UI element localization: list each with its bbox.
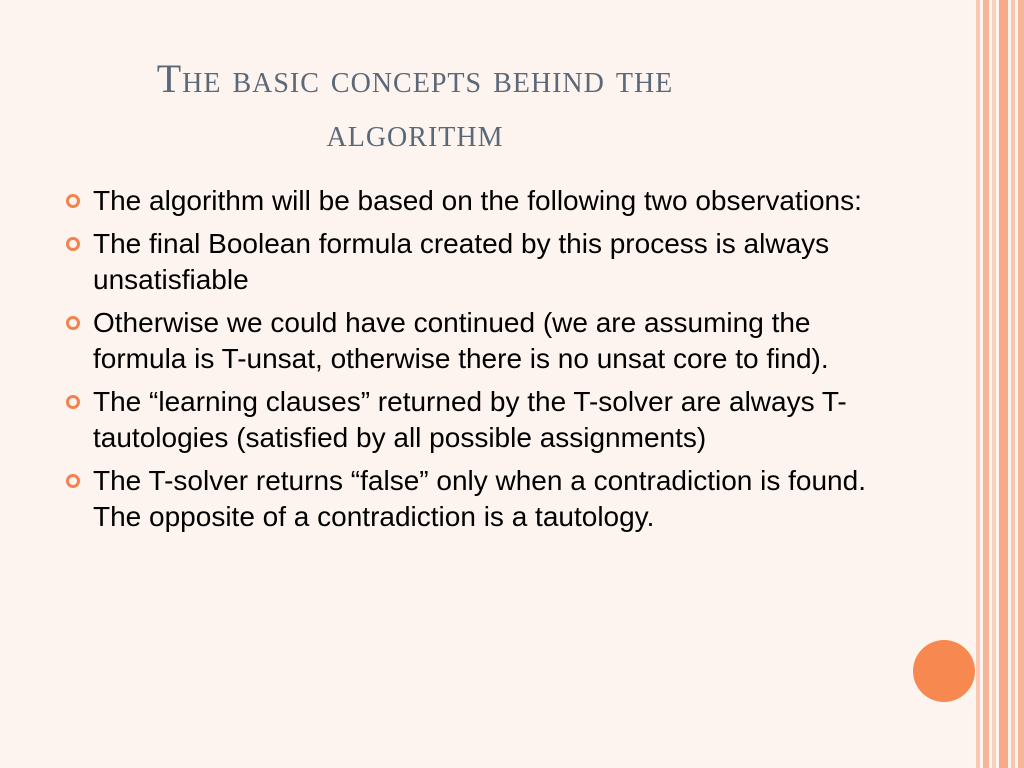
decorative-stripes xyxy=(976,0,1024,768)
bullet-item xyxy=(62,384,892,456)
hollow-circle-bullet-icon xyxy=(66,194,80,208)
stripe xyxy=(983,0,989,768)
bullet-text: The final Boolean formula created by this process is always unsatisfiable xyxy=(93,228,830,295)
hollow-circle-bullet-icon xyxy=(66,395,80,409)
bullet-text: The algorithm will be based on the following two observations: xyxy=(93,185,862,216)
accent-circle xyxy=(913,640,975,702)
stripe xyxy=(1018,0,1024,768)
stripe xyxy=(976,0,980,768)
bullet-item xyxy=(62,305,892,377)
bullet-text: Otherwise we could have continued (we are assuming the formula is T-unsat, otherwise there is no unsat core to find). xyxy=(93,307,829,374)
stripe xyxy=(1011,0,1015,768)
bullet-item xyxy=(62,463,892,535)
stripe xyxy=(992,0,996,768)
hollow-circle-bullet-icon xyxy=(66,237,80,251)
bullet-text: The “learning clauses” returned by the T-solver are always T-tautologies (satisfied by all possible assignments) xyxy=(93,386,847,453)
slide-title: The basic concepts behind the algorithm xyxy=(156,56,674,155)
bullet-item xyxy=(62,183,892,219)
hollow-circle-bullet-icon xyxy=(66,316,80,330)
bullet-text: The T-solver returns “false” only when a contradiction is found. The opposite of a contradiction is a tautology. xyxy=(93,465,866,532)
bullet-item xyxy=(62,226,892,298)
bullet-list xyxy=(62,183,892,542)
stripe xyxy=(999,0,1008,768)
hollow-circle-bullet-icon xyxy=(66,474,80,488)
